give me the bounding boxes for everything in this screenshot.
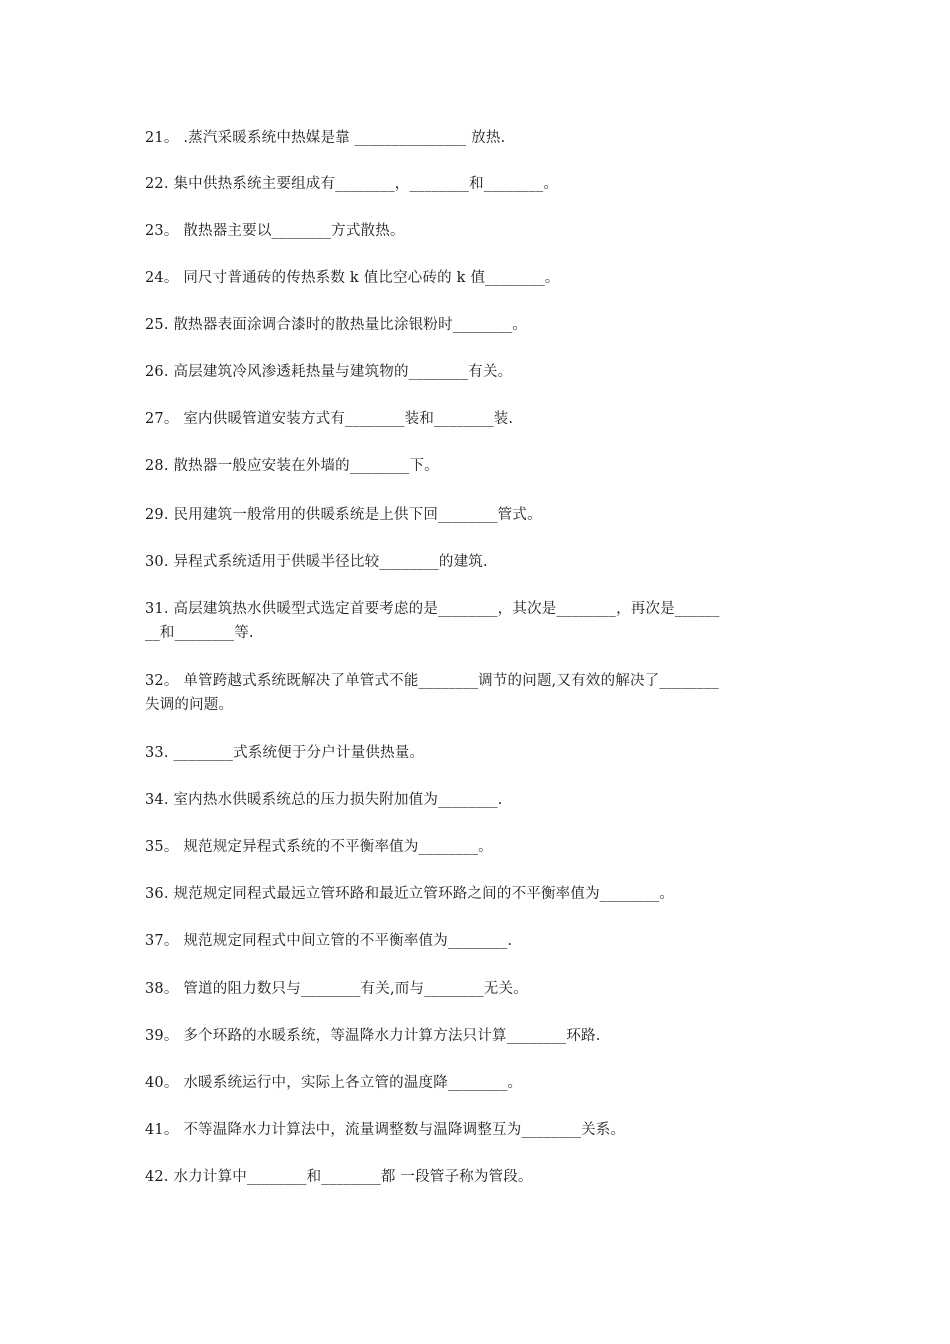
question-22: 22. 集中供热系统主要组成有________，________和________。 xyxy=(145,176,559,192)
question-41: 41。 不等温降水力计算法中，流量调整数与温降调整互为________关系。 xyxy=(145,1122,626,1138)
question-34: 34. 室内热水供暖系统总的压力损失附加值为________. xyxy=(145,792,503,808)
question-42: 42. 水力计算中________和________都 一段管子称为管段。 xyxy=(145,1169,533,1185)
question-26: 26. 高层建筑冷风渗透耗热量与建筑物的________有关。 xyxy=(145,364,513,380)
question-37: 37。 规范规定同程式中间立管的不平衡率值为________. xyxy=(145,933,513,949)
question-33: 33. ________式系统便于分户计量供热量。 xyxy=(145,745,425,761)
question-29: 29. 民用建筑一般常用的供暖系统是上供下回________管式。 xyxy=(145,507,542,523)
question-27: 27。 室内供暖管道安装方式有________装和________装. xyxy=(145,411,514,427)
question-24: 24。 同尺寸普通砖的传热系数 k 值比空心砖的 k 值________。 xyxy=(145,270,560,286)
question-28: 28. 散热器一般应安装在外墙的________下。 xyxy=(145,458,439,474)
question-39: 39。 多个环路的水暖系统，等温降水力计算方法只计算________环路. xyxy=(145,1028,601,1044)
question-32: 32。 单管跨越式系统既解决了单管式不能________调节的问题,又有效的解决了________ 失调的问题。 xyxy=(145,673,719,713)
question-21: 21。 .蒸汽采暖系统中热媒是靠 _______________ 放热. xyxy=(145,130,506,146)
question-31: 31. 高层建筑热水供暖型式选定首要考虑的是________，其次是________，再次是______ __和________等. xyxy=(145,601,720,641)
question-30: 30. 异程式系统适用于供暖半径比较________的建筑. xyxy=(145,554,488,570)
question-35: 35。 规范规定异程式系统的不平衡率值为________。 xyxy=(145,839,493,855)
question-36: 36. 规范规定同程式最远立管环路和最近立管环路之间的不平衡率值为________。 xyxy=(145,886,675,902)
question-23: 23。 散热器主要以________方式散热。 xyxy=(145,223,405,239)
question-25: 25. 散热器表面涂调合漆时的散热量比涂银粉时________。 xyxy=(145,317,528,333)
question-38: 38。 管道的阻力数只与________有关,而与________无关。 xyxy=(145,981,528,997)
question-40: 40。 水暖系统运行中，实际上各立管的温度降________。 xyxy=(145,1075,523,1091)
